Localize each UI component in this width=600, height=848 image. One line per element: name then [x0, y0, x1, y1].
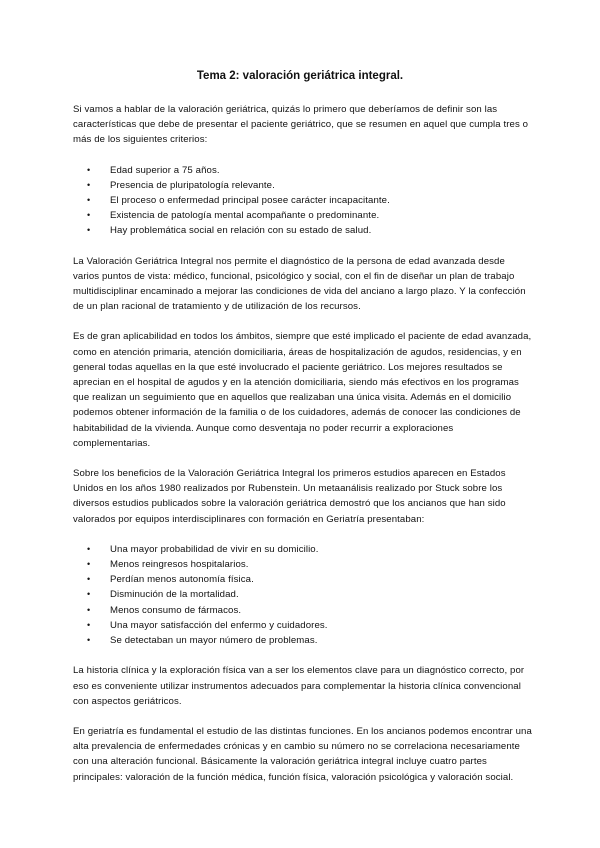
intro-paragraph: Si vamos a hablar de la valoración geriátrica, quizás lo primero que deberíamos de definir son las características que debe de presentar el paciente geriátrico, que se resumen en aquel que cumpla tres o más de los siguientes criterios:: [73, 104, 529, 146]
document-body: [73, 102, 533, 800]
list-item: • Una mayor probabilidad de vivir en su domicilio.: [110, 542, 533, 557]
criteria-list: [73, 163, 533, 239]
functions-paragraph: En geriatría es fundamental el estudio de las distintas funciones. En los ancianos podemos encontrar una alta prevalencia de enfermedades crónicas y en cambio su número no se correlaciona necesariamente con una alteración funcional. Básicamente la valoración geriátrica integral incluye cuatro partes principales: valoración de la función médica, función física, valoración psicológica y valoración social.: [73, 725, 532, 783]
list-item: • Perdían menos autonomía física.: [110, 572, 533, 587]
list-item: • Edad superior a 75 años.: [110, 163, 533, 178]
benefits-paragraph: Sobre los beneficios de la Valoración Geriátrica Integral los primeros estudios aparecen en Estados Unidos en los años 1980 realizados por Rubenstein. Un metaanálisis realizado por Stuck sobre los diversos estudios publicados sobre la valoración geriátrica demostró que los ancianos que han sido valorados por equipos interdisciplinares con formación en Geriatría presentaban:: [73, 468, 506, 525]
list-item: • Menos consumo de fármacos.: [110, 603, 533, 618]
definition-paragraph: La Valoración Geriátrica Integral nos permite el diagnóstico de la persona de edad avanzada desde varios puntos de vista: médico, funcional, psicológico y social, con el fin de diseñar un plan de trabajo multidisciplinar encaminado a mejorar las condiciones de vida del anciano a largo plazo. Y la confección de un plan racional de tratamiento y de utilización de los recursos.: [73, 255, 526, 313]
list-item: • Presencia de pluripatología relevante.: [110, 178, 533, 193]
list-item: • Una mayor satisfacción del enfermo y cuidadores.: [110, 618, 533, 633]
applicability-paragraph: Es de gran aplicabilidad en todos los ámbitos, siempre que esté implicado el paciente de edad avanzada, como en atención primaria, atención domiciliaria, áreas de hospitalización de agudos, residencias, y en general todas aquellas en la que esté involucrado el paciente geriátrico. Los mejores resultados se aprecian en el hospital de agudos y en la atención domiciliaria, siendo más efectivos en los programas que realizan un seguimiento que en aquellos que realizaban una única visita. Además en el domicilio podemos obtener información de la familia o de los cuidadores, además de conocer las condiciones de habitabilidad de la vivienda. Aunque como desventaja no poder recurrir a exploraciones complementarias.: [73, 331, 532, 449]
list-item: • El proceso o enfermedad principal posee carácter incapacitante.: [110, 193, 533, 208]
list-item: • Menos reingresos hospitalarios.: [110, 557, 533, 572]
benefits-list: [73, 542, 533, 648]
clinical-history-paragraph: La historia clínica y la exploración física van a ser los elementos clave para un diagnóstico correcto, por eso es conveniente utilizar instrumentos adecuados para complementar la historia clínica convencional con aspectos geriátricos.: [73, 665, 525, 707]
list-item: • Hay problemática social en relación con su estado de salud.: [110, 223, 533, 238]
list-item: • Disminución de la mortalidad.: [110, 587, 533, 602]
list-item: • Se detectaban un mayor número de problemas.: [110, 633, 533, 648]
list-item: • Existencia de patología mental acompañante o predominante.: [110, 208, 533, 223]
document-title: Tema 2: valoración geriátrica integral.: [196, 70, 404, 82]
